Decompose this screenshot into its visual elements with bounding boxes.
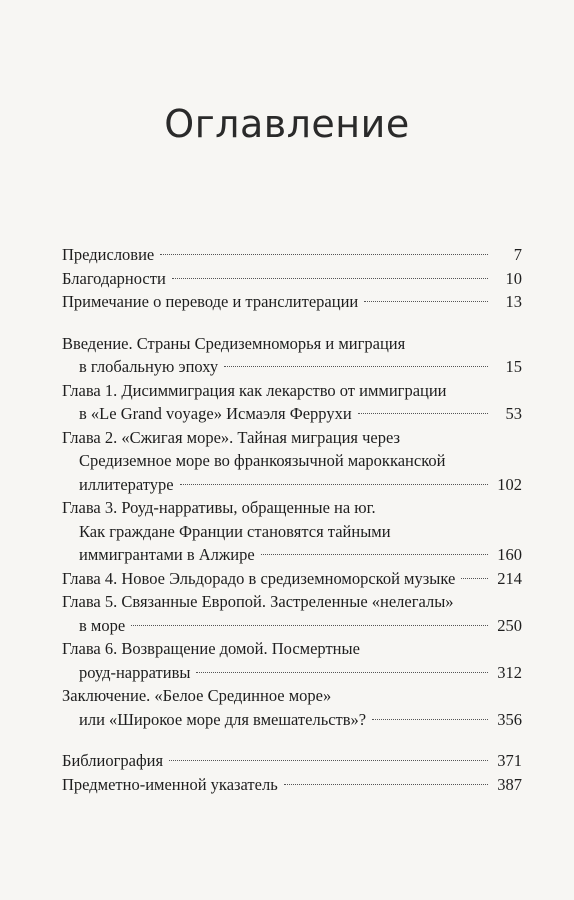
toc-entry-text: в «Le Grand voyage» Исмаэля Феррухи [79, 404, 352, 423]
page-number: 356 [497, 709, 522, 729]
page-title: Оглавление [164, 102, 410, 147]
toc-entry [62, 426, 522, 497]
toc-entry-text: Глава 6. Возвращение домой. Посмертные [62, 639, 360, 658]
page-number: 53 [505, 404, 522, 423]
dot-leader [461, 578, 488, 579]
dot-leader [224, 366, 488, 367]
dot-leader [172, 278, 488, 279]
toc-entry-text: Предметно-именной указатель [62, 774, 278, 794]
toc-entry [62, 567, 522, 591]
page-number: 7 [513, 245, 522, 264]
toc-entry-text: Библиография [62, 751, 164, 770]
page-number: 160 [497, 545, 522, 564]
dot-leader [364, 301, 488, 302]
toc-entry [62, 243, 522, 267]
page-number: 13 [505, 292, 522, 311]
toc-entry-text: Примечание о переводе и транслитерации [62, 292, 359, 311]
toc-entry-text: иммигрантами в Алжире [79, 545, 255, 564]
dot-leader [131, 625, 488, 626]
toc-group [62, 332, 522, 732]
toc-entry [62, 773, 522, 797]
toc-entry-text: Глава 5. Связанные Европой. Застреленные «нелегалы» [62, 592, 454, 611]
dot-leader [180, 484, 488, 485]
toc-entry-text: или «Широкое море для вмешательств»? [79, 709, 367, 729]
page-number: 15 [505, 357, 522, 376]
dot-leader [372, 719, 488, 720]
toc-entry [62, 749, 522, 773]
toc-entry-text: роуд-нарративы [79, 662, 191, 682]
toc-entry-text: Средиземное море во франкоязычной марокканской [79, 451, 446, 470]
dot-leader [261, 554, 488, 555]
dot-leader [169, 760, 488, 761]
toc-entry-text: Введение. Страны Средиземноморья и миграция [62, 333, 406, 353]
page-number: 371 [497, 751, 522, 770]
toc-entry-text: Предисловие [62, 245, 155, 264]
toc-entry [62, 379, 522, 426]
toc-entry-text: Глава 4. Новое Эльдорадо в средиземноморской музыке [62, 568, 456, 588]
toc-entry-text: Заключение. «Белое Срединное море» [62, 686, 332, 705]
page-number: 312 [497, 662, 522, 682]
toc-entry-text: Глава 1. Дисиммиграция как лекарство от иммиграции [62, 380, 447, 400]
toc-entry [62, 332, 522, 379]
toc-entry [62, 267, 522, 291]
toc-entry [62, 590, 522, 637]
toc-entry-text: Глава 3. Роуд-нарративы, обращенные на юг. [62, 498, 376, 517]
page-number: 250 [497, 615, 522, 635]
toc-entry-text: Благодарности [62, 268, 166, 288]
dot-leader [358, 413, 488, 414]
dot-leader [196, 672, 488, 673]
toc-entry [62, 684, 522, 731]
dot-leader [160, 254, 488, 255]
toc-entry-text: Глава 2. «Сжигая море». Тайная миграция через [62, 427, 401, 447]
toc-entry-text: иллитературе [79, 474, 174, 494]
page-number: 387 [497, 774, 522, 794]
toc-entry-text: в глобальную эпоху [79, 357, 219, 376]
toc-entry-text: в море [79, 615, 126, 635]
toc-group [62, 243, 522, 314]
page-number: 10 [505, 268, 522, 288]
toc-group [62, 749, 522, 796]
dot-leader [284, 784, 488, 785]
toc-entry [62, 637, 522, 684]
page-number: 102 [497, 474, 522, 494]
toc-entry [62, 290, 522, 314]
toc-entry-text: Как граждане Франции становятся тайными [79, 521, 391, 541]
table-of-contents [62, 243, 522, 796]
page-number: 214 [497, 568, 522, 588]
toc-entry [62, 496, 522, 567]
